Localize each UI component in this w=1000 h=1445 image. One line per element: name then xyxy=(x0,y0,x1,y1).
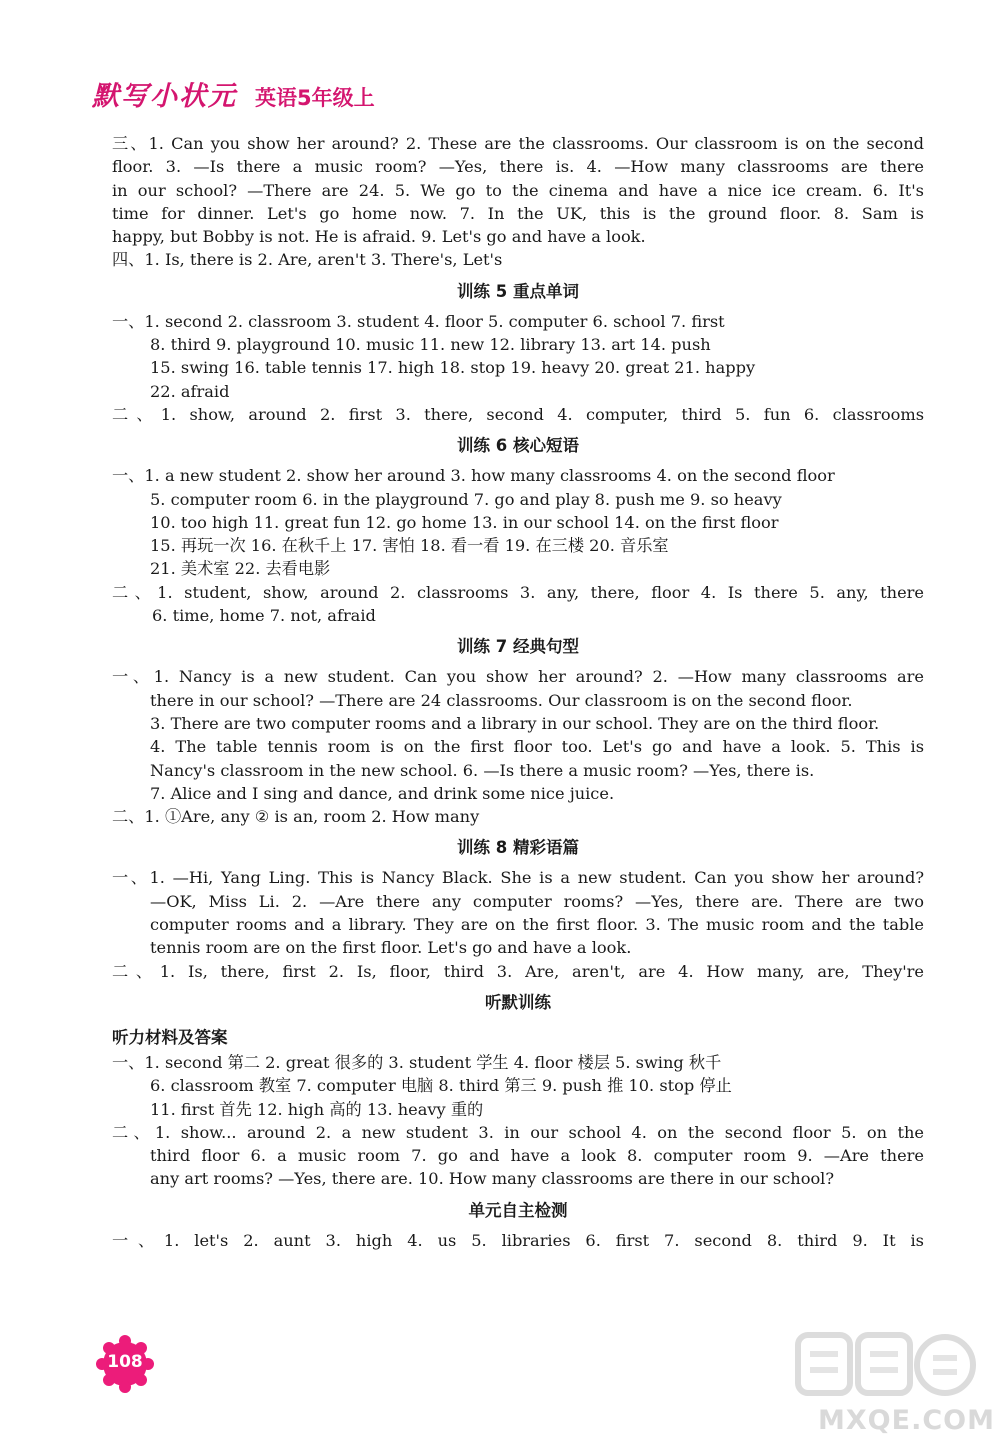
section-title: 听默训练 xyxy=(485,992,551,1012)
subsection-heading: 听力材料及答案 xyxy=(112,1027,228,1047)
answer-line: in our school? —There are 24. 5. We go to the cinema and have a nice ice cream. 6. It's xyxy=(112,180,924,200)
section-title: 训练 5 重点单词 xyxy=(457,281,579,301)
answer-line: time for dinner. Let's go home now. 7. In the UK, this is the ground floor. 8. Sam is xyxy=(112,203,924,223)
answer-line: 三、1. Can you show her around? 2. These are the classrooms. Our classroom is on the second xyxy=(112,134,924,153)
answer-line: 一、1. —Hi, Yang Ling. This is Nancy Black. She is a new student. Can you show her around? xyxy=(112,868,924,888)
answer-line: 3. There are two computer rooms and a library in our school. They are on the third floor. xyxy=(150,713,880,733)
answer-line: 一、1. a new student 2. show her around 3. how many classrooms 4. on the second floor xyxy=(112,466,835,486)
answer-line: 5. computer room 6. in the playground 7. go and play 8. push me 9. so heavy xyxy=(150,489,782,509)
answer-line: 15. swing 16. table tennis 17. high 18. stop 19. heavy 20. great 21. happy xyxy=(150,358,756,378)
answer-line: 6. time, home 7. not, afraid xyxy=(152,606,376,626)
answer-line: tennis room are on the first floor. Let's go and have a look. xyxy=(150,938,632,958)
answer-line: 10. too high 11. great fun 12. go home 13. in our school 14. on the first floor xyxy=(150,512,779,532)
answer-line: 6. classroom 教室 7. computer 电脑 8. third 第三 9. push 推 10. stop 停止 xyxy=(150,1076,732,1096)
page-number: 108 xyxy=(107,1352,143,1372)
answer-line: 21. 美术室 22. 去看电影 xyxy=(150,559,331,579)
answer-line: floor. 3. —Is there a music room? —Yes, there is. 4. —How many classrooms are there xyxy=(112,157,924,177)
watermark-text: MXQE.COM xyxy=(818,1405,995,1436)
section-title: 训练 6 核心短语 xyxy=(457,436,579,456)
answer-line: 一、1. Nancy is a new student. Can you show her around? 2. —How many classrooms are xyxy=(112,667,924,687)
answer-line: 二、1. Is, there, first 2. Is, floor, third 3. Are, aren't, are 4. How many, are, They're xyxy=(112,961,924,981)
answer-line: 四、1. Is, there is 2. Are, aren't 3. There's, Let's xyxy=(112,250,503,270)
answer-line: —OK, Miss Li. 2. —Are there any computer rooms? —Yes, there are. There are two xyxy=(150,891,924,911)
section-title: 单元自主检测 xyxy=(468,1200,568,1220)
answer-line: 一、1. second 2. classroom 3. student 4. floor 5. computer 6. school 7. first xyxy=(112,311,725,331)
answer-line: 11. first 首先 12. high 高的 13. heavy 重的 xyxy=(150,1099,484,1119)
answer-line: 一、1. second 第二 2. great 很多的 3. student 学生 4. floor 楼层 5. swing 秋千 xyxy=(112,1052,722,1072)
answer-line: 二、1. show, around 2. first 3. there, second 4. computer, third 5. fun 6. classrooms xyxy=(112,404,924,424)
answer-line: Nancy's classroom in the new school. 6. —Is there a music room? —Yes, there is. xyxy=(150,760,815,780)
section-title: 训练 8 精彩语篇 xyxy=(457,838,579,858)
answer-line: any art rooms? —Yes, there are. 10. How many classrooms are there in our school? xyxy=(150,1169,835,1189)
answer-line: 二、1. student, show, around 2. classrooms 3. any, there, floor 4. Is there 5. any, there xyxy=(112,582,924,602)
answer-line: 22. afraid xyxy=(150,381,230,401)
answer-line: 4. The table tennis room is on the first floor too. Let's go and have a look. 5. This is xyxy=(150,737,924,757)
answer-line: 15. 再玩一次 16. 在秋千上 17. 害怕 18. 看一看 19. 在三楼 20. 音乐室 xyxy=(150,536,669,556)
page-header xyxy=(92,74,375,114)
answer-line: 8. third 9. playground 10. music 11. new 12. library 13. art 14. push xyxy=(150,335,711,355)
answer-line: there in our school? —There are 24 classrooms. Our classroom is on the second floor. xyxy=(150,690,853,710)
answer-line: 7. Alice and I sing and dance, and drink some nice juice. xyxy=(150,783,615,803)
section-title: 训练 7 经典句型 xyxy=(457,637,579,657)
answer-line: computer rooms and a library. They are on the first floor. 3. The music room and the table xyxy=(150,915,924,935)
answer-line: third floor 6. a music room 7. go and have a look 8. computer room 9. —Are there xyxy=(150,1146,924,1166)
answer-line: happy, but Bobby is not. He is afraid. 9. Let's go and have a look. xyxy=(112,227,646,247)
answer-line: 一、1. let's 2. aunt 3. high 4. us 5. libraries 6. first 7. second 8. third 9. It is xyxy=(112,1230,924,1250)
book-subject: 英语5年级上 xyxy=(255,86,375,110)
book-brand-title: 默写小状元 xyxy=(92,81,237,112)
answer-line: 二、1. show... around 2. a new student 3. in our school 4. on the second floor 5. on the xyxy=(112,1122,924,1142)
answer-key-content xyxy=(112,132,924,1252)
answer-line: 二、1. ①Are, any ② is an, room 2. How many xyxy=(112,807,480,827)
